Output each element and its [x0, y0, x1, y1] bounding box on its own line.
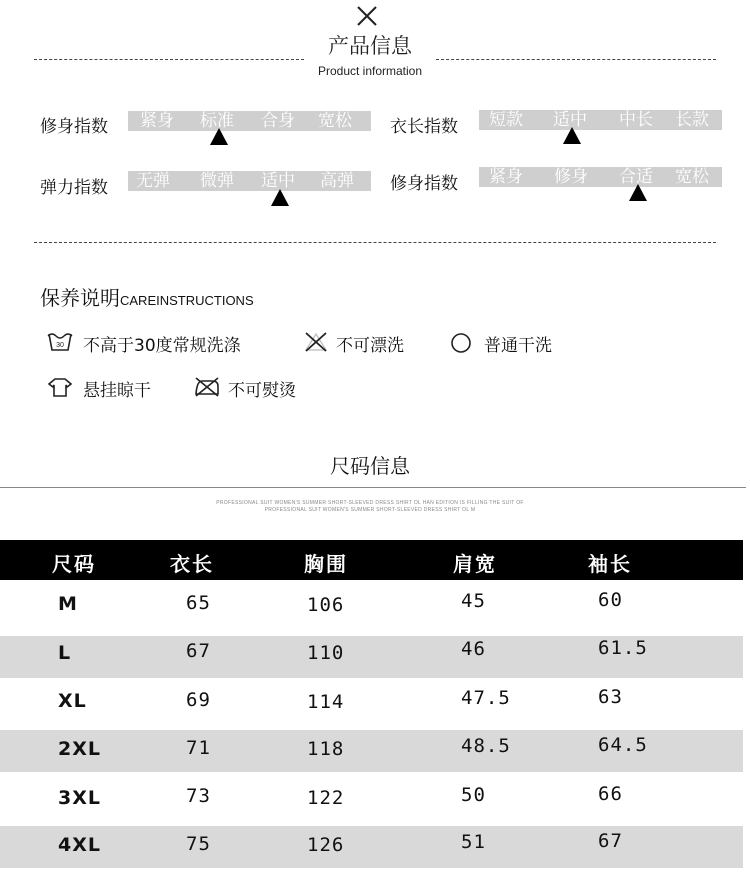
product-info-subtitle: Product information	[317, 64, 423, 78]
fit-index-label: 修身指数	[40, 117, 108, 137]
header-chest: 胸围	[304, 552, 348, 576]
cell-chest: 106	[307, 594, 345, 616]
fit-index-bar	[128, 111, 371, 131]
micro-caption: PROFESSIONAL SUIT WOMEN'S SUMMER SHORT-SLEEVED DRESS SHIRT OL HAN EDITION IS FILLING THE SUIT OF	[216, 500, 524, 506]
length-option: 长款	[675, 110, 709, 130]
fit-option: 合身	[261, 111, 295, 131]
care-title-en: CAREINSTRUCTIONS	[120, 293, 254, 308]
cell-size: XL	[58, 690, 87, 712]
header-size: 尺码	[52, 552, 96, 576]
cell-shoulder: 48.5	[461, 735, 511, 757]
size-info-title: 尺码信息	[330, 454, 410, 478]
care-text-dry-clean: 普通干洗	[484, 336, 552, 356]
length-index-bar	[479, 110, 722, 130]
cell-sleeve: 64.5	[598, 734, 648, 756]
divider	[436, 59, 716, 60]
header-shoulder: 肩宽	[453, 552, 497, 576]
cell-length: 71	[186, 737, 211, 759]
wash-30-icon	[47, 331, 73, 353]
care-text-wash: 不高于30度常规洗涤	[83, 336, 241, 356]
care-text-hang-dry: 悬挂晾干	[83, 381, 151, 401]
length-index-label: 衣长指数	[390, 117, 458, 137]
cell-sleeve: 63	[598, 686, 623, 708]
selected-marker-icon	[563, 127, 581, 144]
cell-shoulder: 47.5	[461, 687, 511, 709]
elasticity-option: 无弹	[136, 171, 170, 191]
fit-option: 宽松	[318, 111, 352, 131]
header-sleeve: 袖长	[588, 552, 632, 576]
divider	[34, 59, 304, 60]
elasticity-option: 适中	[261, 171, 295, 191]
slim-option: 合适	[619, 167, 653, 187]
slim-index-bar	[479, 167, 722, 187]
table-row	[0, 582, 743, 624]
table-row	[0, 682, 743, 724]
length-option: 短款	[489, 110, 523, 130]
selected-marker-icon	[271, 189, 289, 206]
selected-marker-icon	[629, 184, 647, 201]
micro-caption: PROFESSIONAL SUIT WOMEN'S SUMMER SHORT-SLEEVED DRESS SHIRT OL M	[264, 507, 476, 513]
cell-size: M	[58, 593, 78, 615]
divider	[0, 487, 746, 488]
cell-chest: 126	[307, 834, 345, 856]
cell-length: 67	[186, 640, 211, 662]
cell-sleeve: 61.5	[598, 637, 648, 659]
no-iron-icon	[193, 376, 221, 398]
cell-length: 73	[186, 785, 211, 807]
slim-option: 紧身	[489, 167, 523, 187]
cell-sleeve: 60	[598, 589, 623, 611]
cell-length: 69	[186, 689, 211, 711]
hang-dry-icon	[47, 376, 73, 398]
table-row	[0, 778, 743, 820]
close-icon	[353, 2, 381, 30]
divider	[34, 242, 716, 243]
care-text-no-bleach: 不可漂洗	[336, 336, 404, 356]
product-info-title: 产品信息	[328, 34, 412, 58]
elasticity-index-label: 弹力指数	[40, 178, 108, 198]
cell-chest: 114	[307, 691, 345, 713]
header-length: 衣长	[170, 552, 214, 576]
table-row	[0, 636, 743, 678]
cell-length: 75	[186, 833, 211, 855]
elasticity-option: 微弹	[200, 171, 234, 191]
elasticity-index-bar	[128, 171, 371, 191]
elasticity-option: 高弹	[320, 171, 354, 191]
svg-text:30: 30	[56, 342, 64, 349]
fit-option: 标准	[200, 111, 234, 131]
cell-chest: 110	[307, 642, 345, 664]
cell-size: 2XL	[58, 738, 101, 760]
table-row	[0, 826, 743, 868]
no-bleach-icon	[304, 331, 328, 353]
slim-option: 宽松	[675, 167, 709, 187]
cell-shoulder: 45	[461, 590, 486, 612]
care-text-no-iron: 不可熨烫	[228, 381, 296, 401]
slim-index-label: 修身指数	[390, 174, 458, 194]
cell-shoulder: 51	[461, 831, 486, 853]
dry-clean-icon	[450, 332, 472, 354]
cell-chest: 122	[307, 787, 345, 809]
cell-size: 3XL	[58, 787, 101, 809]
care-title-cn: 保养说明	[40, 286, 120, 310]
cell-shoulder: 50	[461, 784, 486, 806]
fit-option: 紧身	[140, 111, 174, 131]
length-option: 中长	[619, 110, 653, 130]
selected-marker-icon	[210, 128, 228, 145]
length-option: 适中	[553, 110, 587, 130]
cell-shoulder: 46	[461, 638, 486, 660]
cell-size: L	[58, 642, 72, 664]
cell-sleeve: 66	[598, 783, 623, 805]
slim-option: 修身	[554, 167, 588, 187]
cell-length: 65	[186, 592, 211, 614]
cell-size: 4XL	[58, 834, 101, 856]
table-row	[0, 730, 743, 772]
cell-sleeve: 67	[598, 830, 623, 852]
care-instructions-title	[40, 282, 254, 311]
cell-chest: 118	[307, 738, 345, 760]
